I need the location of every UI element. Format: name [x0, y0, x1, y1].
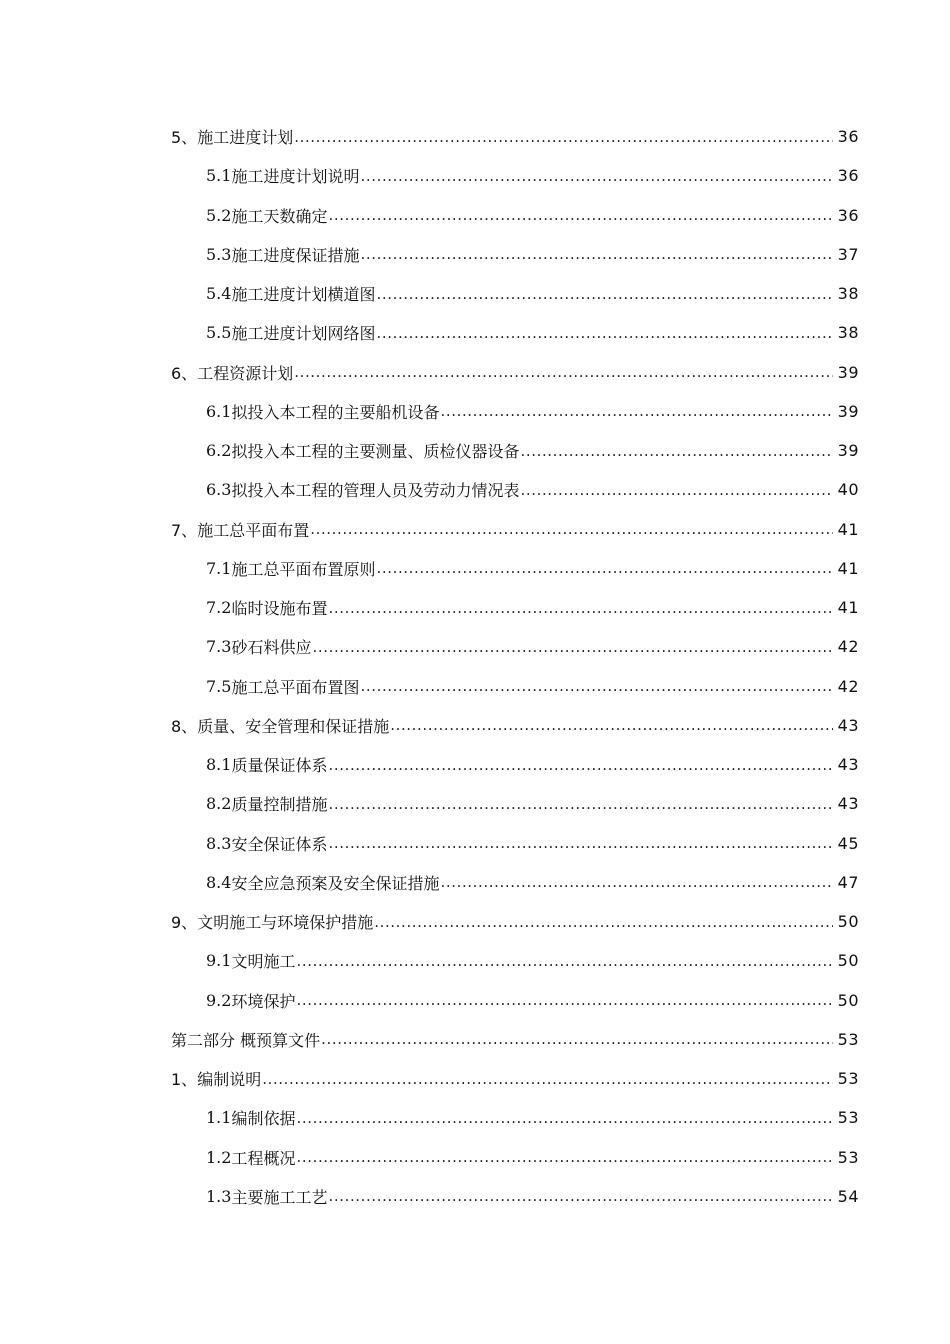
- toc-entry-number: 5.3: [206, 244, 232, 264]
- toc-entry[interactable]: [0, 431, 950, 470]
- toc-entry[interactable]: [0, 824, 950, 863]
- toc-entry-title: 施工进度保证措施: [231, 245, 360, 265]
- toc-entry-number: 7.2: [206, 598, 232, 618]
- toc-entry-title: 施工总平面布置原则: [231, 559, 376, 579]
- toc-entry[interactable]: [0, 1098, 950, 1137]
- toc-entry-page-number: 43: [837, 715, 859, 735]
- toc-entry-number: 5.4: [206, 284, 232, 304]
- toc-entry-title: 文明施工: [231, 952, 296, 972]
- toc-entry-page-number: 43: [837, 755, 859, 775]
- toc-entry-number: 1.3: [206, 1186, 232, 1206]
- toc-entry-number: 6.3: [206, 480, 232, 500]
- toc-entry-number: 9、: [171, 913, 198, 933]
- toc-dot-leader: [520, 480, 833, 500]
- toc-entry-number: 8、: [171, 716, 198, 736]
- toc-entry-title: 拟投入本工程的主要测量、质检仪器设备: [231, 442, 520, 462]
- toc-entry-title: 质量、安全管理和保证措施: [197, 716, 390, 736]
- toc-entry-title: 工程资源计划: [197, 363, 294, 383]
- toc-entry[interactable]: [0, 274, 950, 313]
- toc-entry-title: 主要施工工艺: [231, 1187, 328, 1207]
- toc-entry-number: 5.1: [206, 166, 232, 186]
- toc-dot-leader: [294, 127, 833, 147]
- toc-dot-leader: [328, 833, 833, 853]
- toc-entry[interactable]: [0, 392, 950, 431]
- toc-entry-title: 质量控制措施: [231, 795, 328, 815]
- toc-dot-leader: [296, 990, 833, 1010]
- toc-entry-page-number: 53: [837, 1147, 859, 1167]
- toc-entry-title: 环境保护: [231, 991, 296, 1011]
- toc-entry-title: 编制说明: [197, 1070, 262, 1090]
- toc-entry-title: 施工总平面布置: [197, 520, 310, 540]
- toc-entry[interactable]: [0, 549, 950, 588]
- toc-dot-leader: [440, 401, 833, 421]
- toc-entry[interactable]: [0, 667, 950, 706]
- toc-entry-number: 7.3: [206, 637, 232, 657]
- toc-entry[interactable]: [0, 941, 950, 980]
- toc-entry-number: 6.2: [206, 441, 232, 461]
- toc-dot-leader: [328, 755, 833, 775]
- toc-entry[interactable]: [0, 745, 950, 784]
- toc-entry[interactable]: [0, 313, 950, 352]
- toc-dot-leader: [328, 794, 833, 814]
- toc-entry[interactable]: [0, 706, 950, 745]
- toc-entry-number: 8.3: [206, 833, 232, 853]
- toc-entry-title: 文明施工与环境保护措施: [197, 913, 374, 933]
- toc-entry[interactable]: [0, 902, 950, 941]
- toc-entry-number: 8.4: [206, 872, 232, 892]
- toc-dot-leader: [440, 872, 833, 892]
- toc-dot-leader: [312, 637, 833, 657]
- toc-dot-leader: [376, 284, 833, 304]
- toc-entry-title: 施工总平面布置图: [231, 677, 360, 697]
- toc-entry-title: 工程概况: [231, 1148, 296, 1168]
- toc-dot-leader: [262, 1069, 833, 1089]
- toc-entry[interactable]: [0, 1020, 950, 1059]
- toc-entry[interactable]: [0, 1059, 950, 1098]
- toc-entry[interactable]: [0, 863, 950, 902]
- toc-entry-page-number: 43: [837, 794, 859, 814]
- toc-entry-number: 7.5: [206, 676, 232, 696]
- toc-entry-title: 质量保证体系: [231, 756, 328, 776]
- toc-entry-page-number: 39: [837, 362, 859, 382]
- toc-dot-leader: [296, 951, 833, 971]
- toc-entry-title: 施工天数确定: [231, 206, 328, 226]
- toc-entry[interactable]: [0, 1177, 950, 1216]
- toc-entry-number: 5.2: [206, 205, 232, 225]
- toc-dot-leader: [360, 166, 833, 186]
- toc-entry-number: 6、: [171, 363, 198, 383]
- toc-entry-number: 9.2: [206, 990, 232, 1010]
- toc-dot-leader: [328, 1186, 833, 1206]
- toc-entry-page-number: 40: [837, 480, 859, 500]
- toc-entry-number: 9.1: [206, 951, 232, 971]
- toc-dot-leader: [328, 598, 833, 618]
- toc-entry-title: 施工进度计划说明: [231, 167, 360, 187]
- toc-entry-page-number: 36: [837, 127, 859, 147]
- toc-entry[interactable]: [0, 588, 950, 627]
- toc-dot-leader: [360, 676, 833, 696]
- table-of-contents: [0, 117, 950, 1216]
- toc-entry-page-number: 37: [837, 244, 859, 264]
- toc-entry-number: 1.1: [206, 1108, 232, 1128]
- toc-entry-number: 8.2: [206, 794, 232, 814]
- toc-entry-title: 拟投入本工程的主要船机设备: [231, 402, 440, 422]
- toc-dot-leader: [310, 519, 833, 539]
- toc-entry[interactable]: [0, 117, 950, 156]
- toc-entry-title: 施工进度计划: [197, 128, 294, 148]
- toc-entry-page-number: 47: [837, 872, 859, 892]
- toc-entry-page-number: 38: [837, 284, 859, 304]
- toc-entry-title: 施工进度计划网络图: [231, 324, 376, 344]
- toc-entry-page-number: 42: [837, 637, 859, 657]
- toc-entry-page-number: 41: [837, 558, 859, 578]
- toc-dot-leader: [360, 244, 833, 264]
- toc-entry-page-number: 39: [837, 441, 859, 461]
- toc-entry[interactable]: [0, 1138, 950, 1177]
- toc-entry-page-number: 36: [837, 205, 859, 225]
- toc-entry-page-number: 39: [837, 401, 859, 421]
- toc-entry-number: 5、: [171, 128, 198, 148]
- toc-entry-number: 1.2: [206, 1147, 232, 1167]
- toc-entry-page-number: 41: [837, 598, 859, 618]
- toc-entry-page-number: 36: [837, 166, 859, 186]
- toc-dot-leader: [328, 205, 833, 225]
- toc-entry-page-number: 45: [837, 833, 859, 853]
- toc-entry-title: 安全保证体系: [231, 834, 328, 854]
- toc-entry-title: 临时设施布置: [231, 599, 328, 619]
- toc-entry-title: 施工进度计划横道图: [231, 285, 376, 305]
- toc-dot-leader: [390, 715, 833, 735]
- toc-entry-page-number: 53: [837, 1069, 859, 1089]
- toc-entry-page-number: 38: [837, 323, 859, 343]
- toc-entry[interactable]: [0, 196, 950, 235]
- toc-entry[interactable]: [0, 981, 950, 1020]
- toc-entry[interactable]: [0, 784, 950, 823]
- toc-entry-page-number: 53: [837, 1029, 859, 1049]
- toc-entry-number: 6.1: [206, 401, 232, 421]
- toc-entry-title: 第二部分 概预算文件: [171, 1030, 321, 1050]
- toc-entry[interactable]: [0, 235, 950, 274]
- toc-entry-number: 7.1: [206, 558, 232, 578]
- toc-dot-leader: [520, 441, 833, 461]
- toc-entry[interactable]: [0, 156, 950, 195]
- toc-entry-page-number: 53: [837, 1108, 859, 1128]
- toc-entry-title: 编制依据: [231, 1109, 296, 1129]
- toc-dot-leader: [376, 558, 833, 578]
- toc-entry-number: 8.1: [206, 755, 232, 775]
- toc-entry-title: 安全应急预案及安全保证措施: [231, 873, 440, 893]
- toc-entry-number: 7、: [171, 520, 198, 540]
- toc-entry-number: 5.5: [206, 323, 232, 343]
- toc-entry-title: 拟投入本工程的管理人员及劳动力情况表: [231, 481, 520, 501]
- toc-dot-leader: [376, 323, 833, 343]
- toc-entry-page-number: 50: [837, 990, 859, 1010]
- toc-entry-page-number: 54: [837, 1186, 859, 1206]
- toc-entry[interactable]: [0, 353, 950, 392]
- toc-dot-leader: [294, 362, 833, 382]
- toc-entry-page-number: 50: [837, 912, 859, 932]
- toc-entry-page-number: 41: [837, 519, 859, 539]
- toc-dot-leader: [321, 1029, 833, 1049]
- toc-entry[interactable]: [0, 470, 950, 509]
- toc-entry-page-number: 42: [837, 676, 859, 696]
- toc-entry-page-number: 50: [837, 951, 859, 971]
- toc-entry-number: 1、: [171, 1070, 198, 1090]
- toc-entry[interactable]: [0, 510, 950, 549]
- toc-entry-title: 砂石料供应: [231, 638, 312, 658]
- toc-dot-leader: [296, 1147, 833, 1167]
- toc-entry[interactable]: [0, 627, 950, 666]
- toc-dot-leader: [296, 1108, 833, 1128]
- toc-dot-leader: [374, 912, 833, 932]
